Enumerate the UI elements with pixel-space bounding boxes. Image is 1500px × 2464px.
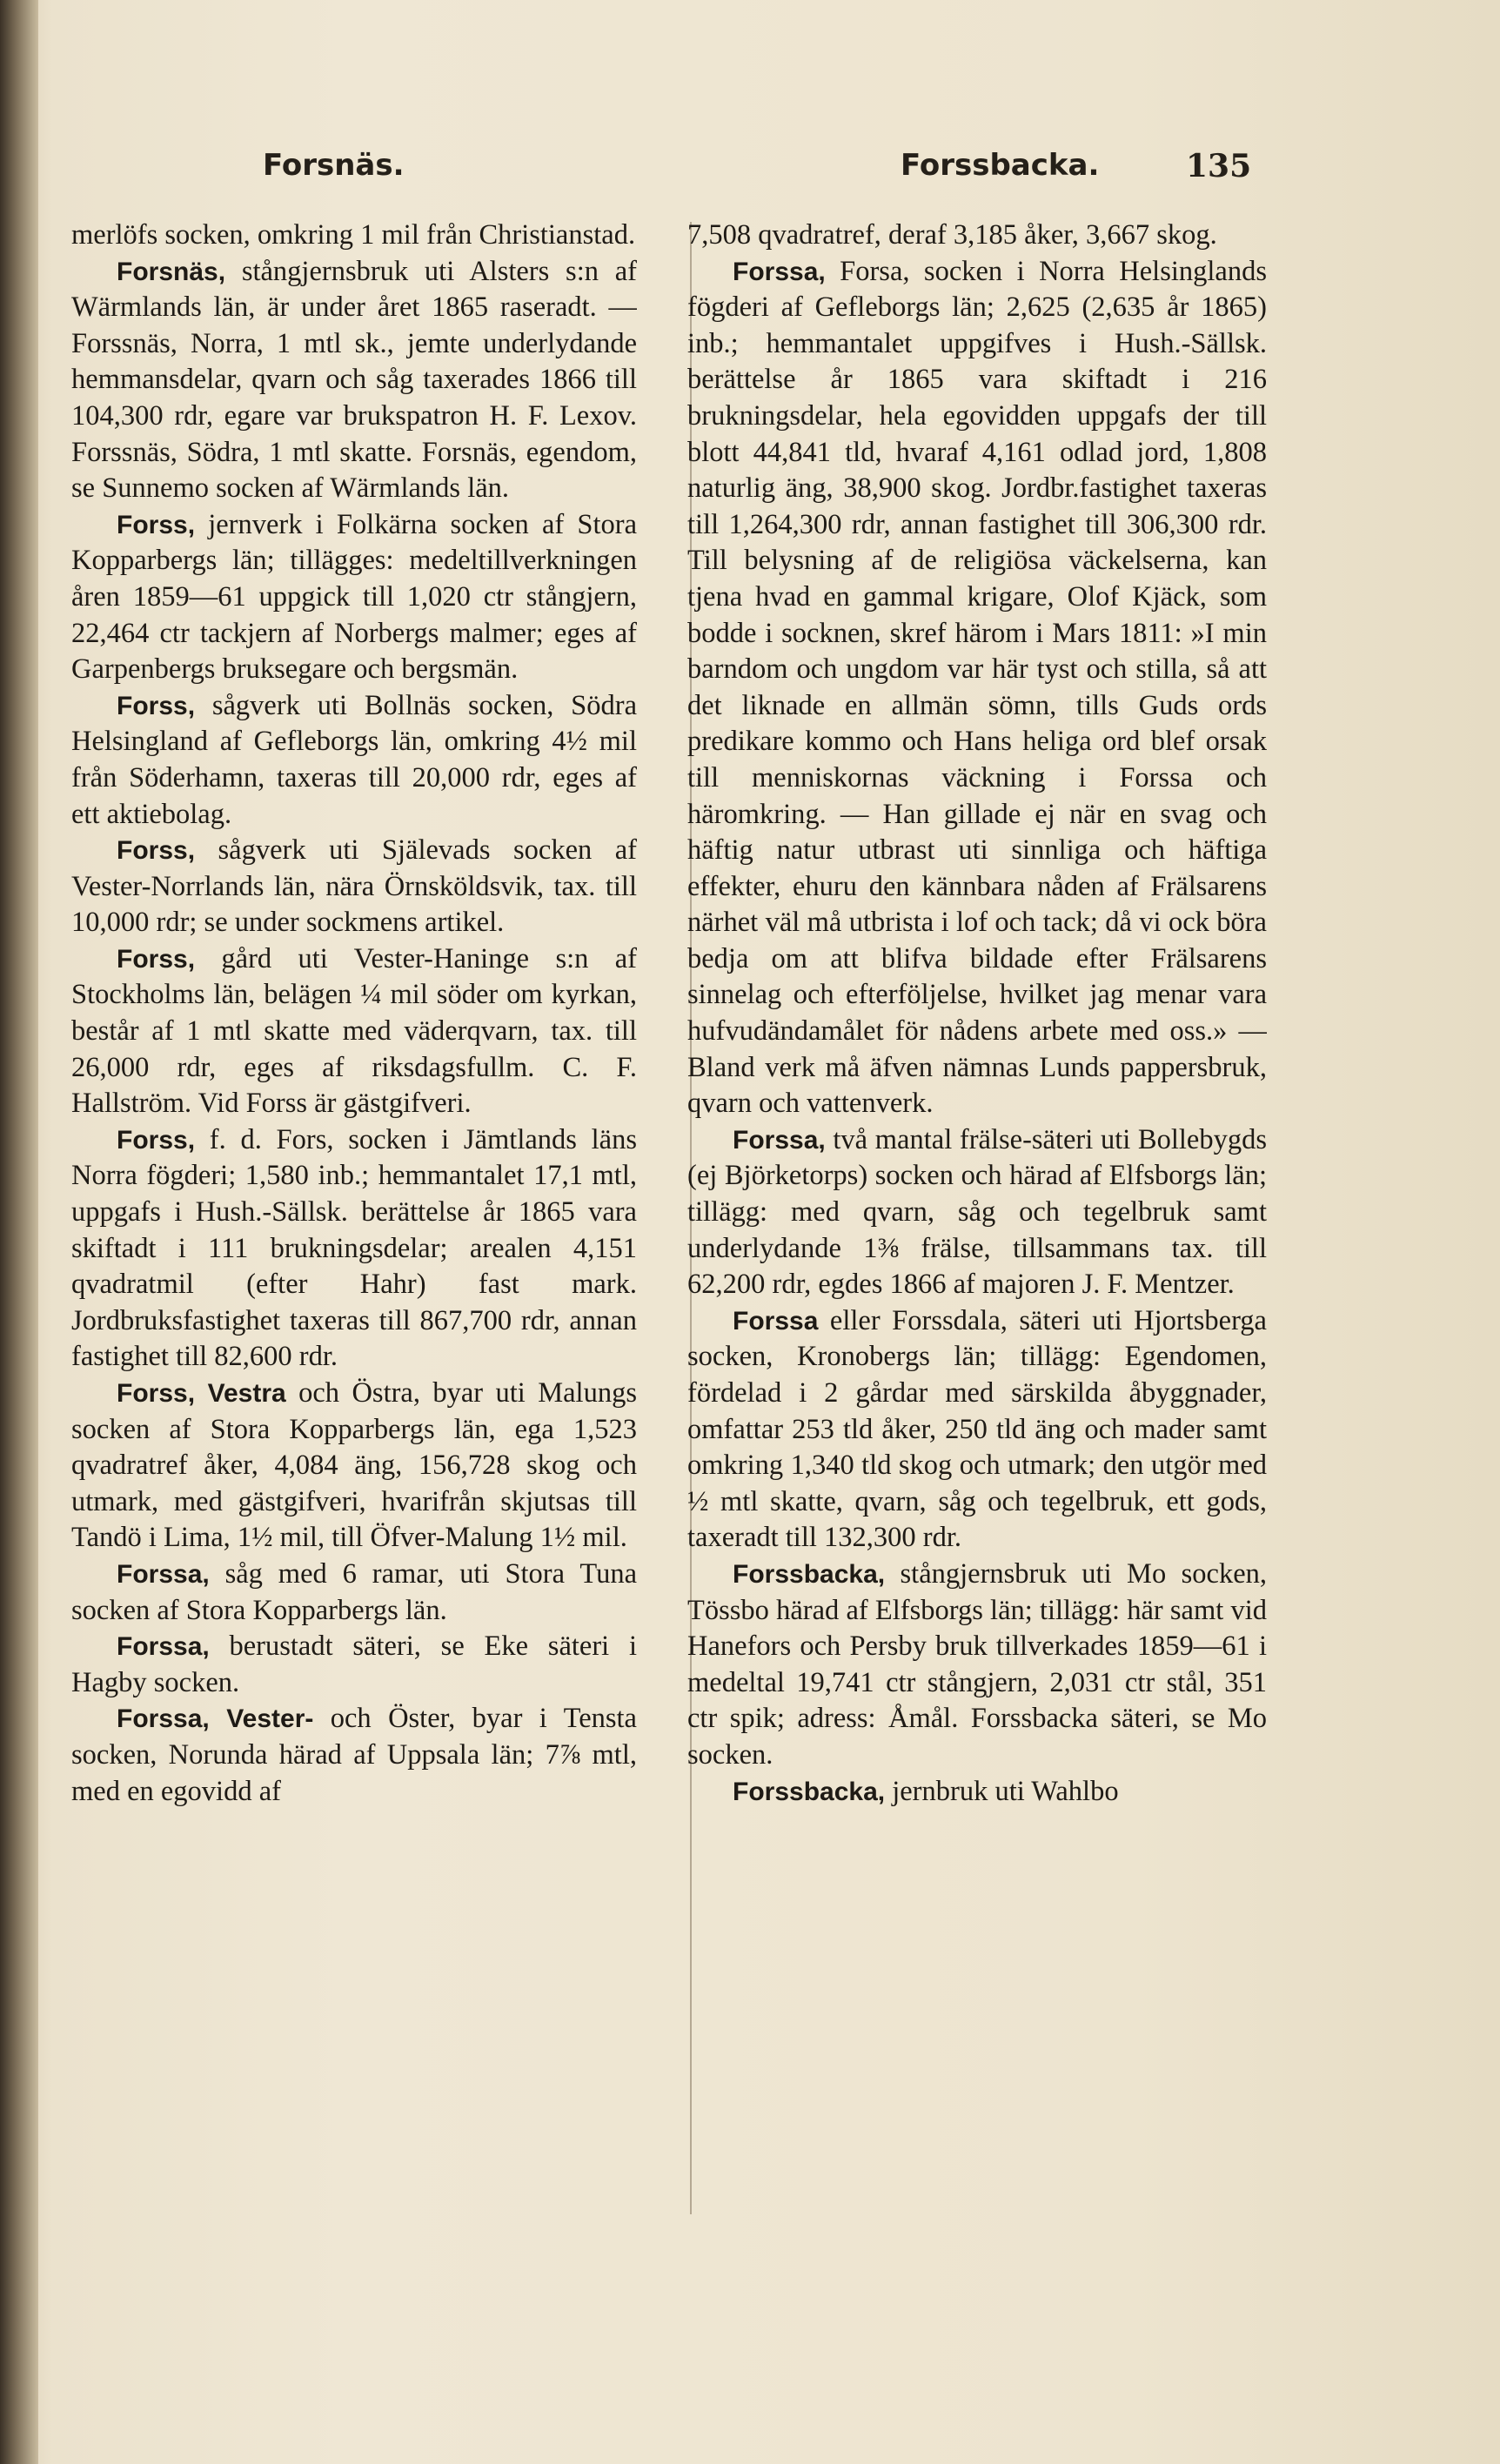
entry-forss-sagverk-bollnas: [71, 688, 637, 833]
entry-continuation: [687, 218, 1267, 254]
entry-headword: Forssa,: [117, 1632, 210, 1662]
entry-forssa-sag: [71, 1557, 637, 1629]
entry-headword: Forssa,: [733, 1125, 826, 1155]
entry-text: sågverk uti Själevads socken af Vester-Norrlands län, nära Örnsköldsvik, tax. till 10,000 rdr; se under sockmens artikel.: [71, 834, 637, 939]
entry-headword: Forss,: [117, 691, 196, 720]
entry-headword: Forss,: [117, 836, 196, 866]
running-head-left: Forsnäs.: [263, 148, 405, 183]
right-column: [687, 218, 1267, 2219]
entry-forssbacka-stangjernsbruk: [687, 1557, 1267, 1774]
entry-text: 7,508 qvadratref, deraf 3,185 åker, 3,667 skog.: [687, 219, 1217, 251]
entry-forssa-sateri: [71, 1629, 637, 1701]
entry-headword: Forssbacka,: [733, 1777, 886, 1806]
entry-forssa-vester-oster: [71, 1701, 637, 1810]
entry-text: eller Forssdala, säteri uti Hjortsberga socken, Kronobergs län; tillägg: Egendomen, fördelad i 2 gårdar med särskilda åbyggnader, omfattar 253 tld åker, 250 tld äng och mader samt omkring 1,340 tld skog och utmark; den utgör med ½ mtl skatte, qvarn, såg och tegelbruk, ett gods, taxeradt till 132,300 rdr.: [687, 1304, 1267, 1554]
entry-text: sågverk uti Bollnäs socken, Södra Helsingland af Gefleborgs län, omkring 4½ mil från Söderhamn, taxeras till 20,000 rdr, eges af ett aktiebolag.: [71, 689, 637, 830]
entry-forssbacka-jernbruk: [687, 1774, 1267, 1811]
entry-text: jernverk i Folkärna socken af Stora Kopparbergs län; tillägges: medeltillverkningen åren 1859—61 uppgick till 1,020 ctr stångjern, 22,464 ctr tackjern af Norbergs malmer; eges af Garpenbergs bruksegare och bergsmän.: [71, 508, 637, 686]
entry-forssa-frälse-sateri: [687, 1122, 1267, 1303]
entry-text: berustadt säteri, se Eke säteri i Hagby socken.: [71, 1630, 637, 1698]
entry-forss-vestra-ostra: [71, 1376, 637, 1557]
entry-text: och Öster, byar i Tensta socken, Norunda härad af Uppsala län; 7⅞ mtl, med en egovidd af: [71, 1703, 637, 1807]
entry-continuation: [71, 218, 637, 254]
book-binding-edge: [0, 0, 38, 2464]
entry-forss-gard: [71, 941, 637, 1122]
entry-forssa-socken: [687, 254, 1267, 1122]
entry-headword: Forss, Vestra: [117, 1379, 286, 1408]
running-head-right: Forssbacka.: [901, 148, 1100, 183]
entry-headword: Forss,: [117, 1125, 196, 1155]
entry-text: f. d. Fors, socken i Jämtlands läns Norra fögderi; 1,580 inb.; hemmantalet 17,1 mtl, uppgafs i Hush.-Sällsk. berättelse år 1865 vara skiftadt i 111 brukningsdelar; arealen 4,151 qvadratmil (efter Hahr) fast mark. Jordbruksfastighet taxeras till 867,700 rdr, annan fastighet till 82,600 rdr.: [71, 1123, 637, 1373]
entry-forss-jernverk: [71, 507, 637, 688]
entry-headword: Forss,: [117, 944, 196, 974]
entry-headword: Forssa: [733, 1306, 819, 1336]
entry-forss-socken: [71, 1122, 637, 1376]
entry-text: två mantal frälse-säteri uti Bollebygds (ej Björketorps) socken och härad af Elfsborgs län; tillägg: med qvarn, såg och tegelbruk samt underlydande 1⅜ frälse, tillsammans tax. till 62,200 rdr, egdes 1866 af majoren J. F. Mentzer.: [687, 1123, 1267, 1301]
entry-forss-sagverk-sjalevad: [71, 833, 637, 941]
entry-text: och Östra, byar uti Malungs socken af Stora Kopparbergs län, ega 1,523 qvadratref åker, 4,084 äng, 156,728 skog och utmark, med gästgifveri, hvarifrån skjutsas till Tandö i Lima, 1½ mil, till Öfver-Malung 1½ mil.: [71, 1377, 637, 1554]
entry-headword: Forssa,: [733, 257, 826, 286]
entry-headword: Forss,: [117, 510, 196, 539]
page-number: 135: [1186, 148, 1252, 184]
entry-text: stångjernsbruk uti Mo socken, Tössbo härad af Elfsborgs län; tillägg: här samt vid Hanefors och Persby bruk tillverkades 1859—61 i medeltal 19,741 ctr stångjern, 2,031 ctr stål, 351 ctr spik; adress: Åmål. Forssbacka säteri, se Mo socken.: [687, 1557, 1267, 1771]
entry-headword: Forssbacka,: [733, 1559, 886, 1589]
entry-forsnas: [71, 254, 637, 507]
entry-text: gård uti Vester-Haninge s:n af Stockholms län, belägen ¼ mil söder om kyrkan, består af 1 mtl skatte med väderqvarn, tax. till 26,000 rdr, eges af riksdagsfullm. C. F. Hallström. Vid Forss är gästgifveri.: [71, 942, 637, 1120]
entry-text: merlöfs socken, omkring 1 mil från Christianstad.: [71, 219, 636, 251]
entry-text: jernbruk uti Wahlbo: [885, 1775, 1119, 1807]
entry-forssa-forssdala: [687, 1303, 1267, 1557]
entry-text: stångjernsbruk uti Alsters s:n af Wärmlands län, är under året 1865 raseradt. — Forssnäs, Norra, 1 mtl sk., jemte underlydande hemmansdelar, qvarn och såg taxerades 1866 till 104,300 rdr, egare var brukspatron H. F. Lexov. Forssnäs, Södra, 1 mtl skatte. Forsnäs, egendom, se Sunnemo socken af Wärmlands län.: [71, 255, 637, 505]
entry-text: såg med 6 ramar, uti Stora Tuna socken af Stora Kopparbergs län.: [71, 1557, 637, 1626]
left-column: [71, 218, 637, 2219]
entry-text: Forsa, socken i Norra Helsinglands fögderi af Gefleborgs län; 2,625 (2,635 år 1865) inb.; hemmantalet uppgifves i Hush.-Sällsk. berättelse år 1865 vara skiftadt i 216 brukningsdelar, hela egovidden uppgafs der till blott 44,841 tld, hvaraf 4,161 odlad jord, 1,808 naturlig äng, 38,900 skog. Jordbr.fastighet taxeras till 1,264,300 rdr, annan fastighet till 306,300 rdr. Till belysning af de religiösa väckelserna, kan tjena hvad en gammal krigare, Olof Kjäck, som bodde i socknen, skref härom i Mars 1811: »I min barndom och ungdom var här tyst och stilla, så att det liknade en allmän sömn, tills Guds ords predikare kommo och Hans heliga ord blef orsak till menniskornas väckning i Forssa och häromkring. — Han gillade ej när en svag och häftig natur utbrast uti sinnliga och häftiga effekter, ehuru den kännbara nåden af Frälsarens närhet väl må utbrista i lof och tack; då vi ock böra bedja om att blifva bildade efter Frälsarens sinnelag och efterföljelse, hvilket jag menar vara hufvudändamålet för nådens arbete med oss.» — Bland verk må äfven nämnas Lunds pappersbruk, qvarn och vattenverk.: [687, 255, 1267, 1120]
entry-headword: Forsnäs,: [117, 257, 226, 286]
entry-headword: Forssa,: [117, 1559, 210, 1589]
entry-headword: Forssa, Vester-: [117, 1704, 314, 1734]
